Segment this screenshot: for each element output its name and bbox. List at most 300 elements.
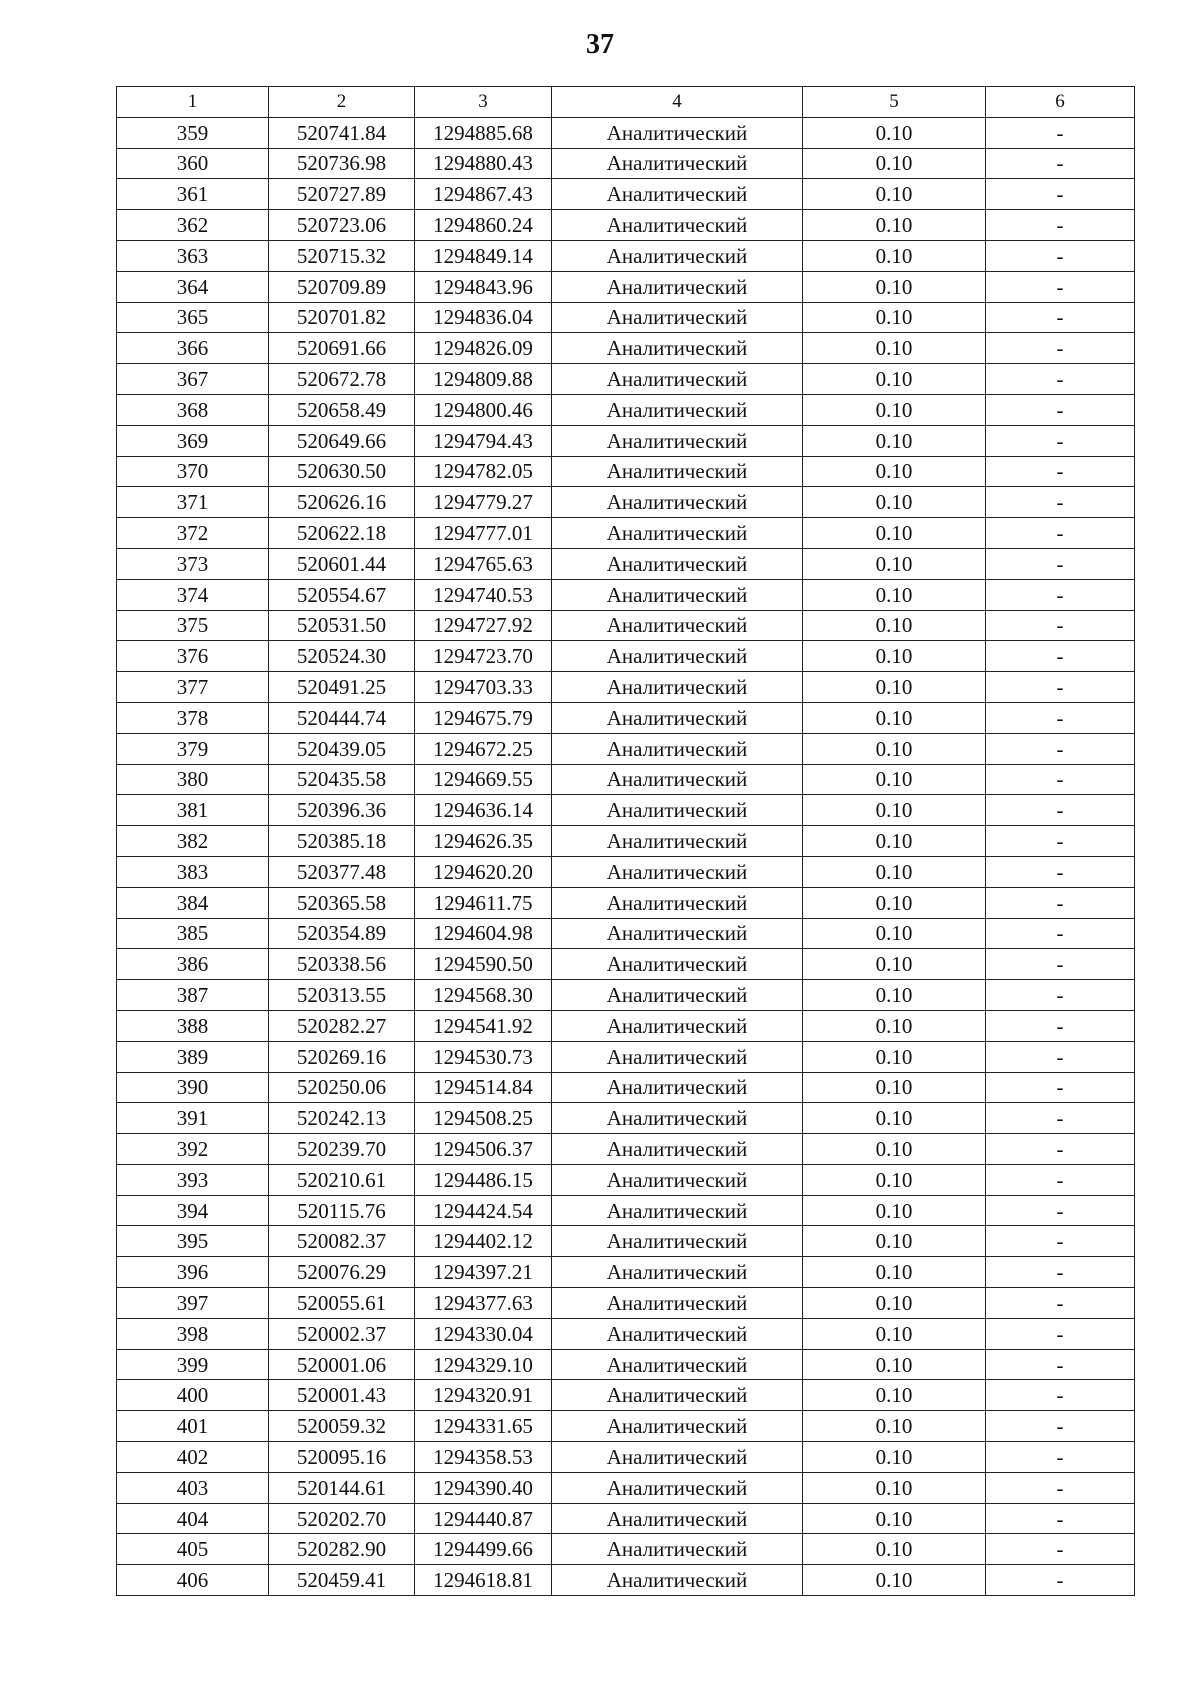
cell-y-coordinate: 1294672.25 [415, 733, 552, 764]
cell-point-number: 388 [117, 1010, 269, 1041]
cell-y-coordinate: 1294329.10 [415, 1349, 552, 1380]
table-row [117, 826, 1135, 857]
cell-method: Аналитический [552, 394, 803, 425]
cell-point-number: 367 [117, 364, 269, 395]
cell-accuracy: 0.10 [803, 641, 986, 672]
cell-x-coordinate: 520282.27 [269, 1010, 415, 1041]
cell-point-number: 366 [117, 333, 269, 364]
cell-y-coordinate: 1294331.65 [415, 1411, 552, 1442]
cell-method: Аналитический [552, 764, 803, 795]
cell-note: - [986, 394, 1135, 425]
cell-note: - [986, 887, 1135, 918]
cell-point-number: 387 [117, 980, 269, 1011]
table-row [117, 179, 1135, 210]
cell-note: - [986, 733, 1135, 764]
cell-method: Аналитический [552, 672, 803, 703]
cell-accuracy: 0.10 [803, 1318, 986, 1349]
table-row [117, 271, 1135, 302]
cell-note: - [986, 117, 1135, 148]
table-row [117, 1288, 1135, 1319]
cell-note: - [986, 240, 1135, 271]
table-row [117, 980, 1135, 1011]
cell-x-coordinate: 520001.06 [269, 1349, 415, 1380]
cell-note: - [986, 826, 1135, 857]
cell-point-number: 369 [117, 425, 269, 456]
cell-y-coordinate: 1294703.33 [415, 672, 552, 703]
table-row [117, 333, 1135, 364]
cell-note: - [986, 579, 1135, 610]
cell-point-number: 386 [117, 949, 269, 980]
cell-note: - [986, 610, 1135, 641]
cell-note: - [986, 1164, 1135, 1195]
cell-x-coordinate: 520059.32 [269, 1411, 415, 1442]
cell-y-coordinate: 1294675.79 [415, 702, 552, 733]
cell-accuracy: 0.10 [803, 702, 986, 733]
cell-note: - [986, 179, 1135, 210]
cell-x-coordinate: 520727.89 [269, 179, 415, 210]
header-row [117, 87, 1135, 118]
cell-accuracy: 0.10 [803, 1010, 986, 1041]
cell-note: - [986, 1134, 1135, 1165]
cell-note: - [986, 1472, 1135, 1503]
cell-x-coordinate: 520095.16 [269, 1442, 415, 1473]
cell-y-coordinate: 1294777.01 [415, 518, 552, 549]
cell-x-coordinate: 520491.25 [269, 672, 415, 703]
cell-method: Аналитический [552, 1380, 803, 1411]
cell-note: - [986, 1010, 1135, 1041]
cell-note: - [986, 1195, 1135, 1226]
cell-x-coordinate: 520282.90 [269, 1534, 415, 1565]
cell-x-coordinate: 520701.82 [269, 302, 415, 333]
cell-note: - [986, 302, 1135, 333]
cell-x-coordinate: 520649.66 [269, 425, 415, 456]
cell-method: Аналитический [552, 887, 803, 918]
cell-x-coordinate: 520630.50 [269, 456, 415, 487]
cell-x-coordinate: 520338.56 [269, 949, 415, 980]
table-row [117, 394, 1135, 425]
cell-note: - [986, 1288, 1135, 1319]
cell-y-coordinate: 1294809.88 [415, 364, 552, 395]
cell-x-coordinate: 520524.30 [269, 641, 415, 672]
cell-point-number: 400 [117, 1380, 269, 1411]
cell-note: - [986, 702, 1135, 733]
cell-method: Аналитический [552, 579, 803, 610]
cell-accuracy: 0.10 [803, 918, 986, 949]
cell-point-number: 374 [117, 579, 269, 610]
cell-method: Аналитический [552, 1226, 803, 1257]
table-row [117, 856, 1135, 887]
cell-y-coordinate: 1294508.25 [415, 1103, 552, 1134]
cell-y-coordinate: 1294782.05 [415, 456, 552, 487]
cell-accuracy: 0.10 [803, 394, 986, 425]
table-row [117, 302, 1135, 333]
cell-note: - [986, 672, 1135, 703]
cell-x-coordinate: 520365.58 [269, 887, 415, 918]
cell-accuracy: 0.10 [803, 1503, 986, 1534]
cell-method: Аналитический [552, 1164, 803, 1195]
cell-note: - [986, 1072, 1135, 1103]
cell-method: Аналитический [552, 425, 803, 456]
cell-y-coordinate: 1294486.15 [415, 1164, 552, 1195]
cell-note: - [986, 980, 1135, 1011]
table-row [117, 1472, 1135, 1503]
cell-note: - [986, 1226, 1135, 1257]
cell-y-coordinate: 1294860.24 [415, 210, 552, 241]
cell-x-coordinate: 520622.18 [269, 518, 415, 549]
cell-point-number: 370 [117, 456, 269, 487]
cell-method: Аналитический [552, 1041, 803, 1072]
table-row [117, 364, 1135, 395]
table-header [117, 87, 1135, 118]
cell-method: Аналитический [552, 487, 803, 518]
cell-x-coordinate: 520202.70 [269, 1503, 415, 1534]
cell-x-coordinate: 520242.13 [269, 1103, 415, 1134]
cell-y-coordinate: 1294880.43 [415, 148, 552, 179]
cell-point-number: 362 [117, 210, 269, 241]
table-row [117, 949, 1135, 980]
cell-method: Аналитический [552, 980, 803, 1011]
header-col-6: 6 [986, 87, 1135, 118]
coordinates-table [116, 86, 1135, 1596]
cell-point-number: 376 [117, 641, 269, 672]
cell-x-coordinate: 520709.89 [269, 271, 415, 302]
cell-method: Аналитический [552, 1534, 803, 1565]
cell-method: Аналитический [552, 795, 803, 826]
table-row [117, 733, 1135, 764]
cell-x-coordinate: 520439.05 [269, 733, 415, 764]
table-row [117, 1226, 1135, 1257]
table-row [117, 918, 1135, 949]
cell-x-coordinate: 520626.16 [269, 487, 415, 518]
cell-accuracy: 0.10 [803, 887, 986, 918]
cell-point-number: 378 [117, 702, 269, 733]
cell-y-coordinate: 1294885.68 [415, 117, 552, 148]
cell-method: Аналитический [552, 826, 803, 857]
cell-note: - [986, 764, 1135, 795]
cell-accuracy: 0.10 [803, 518, 986, 549]
cell-x-coordinate: 520055.61 [269, 1288, 415, 1319]
cell-accuracy: 0.10 [803, 579, 986, 610]
cell-y-coordinate: 1294358.53 [415, 1442, 552, 1473]
cell-x-coordinate: 520385.18 [269, 826, 415, 857]
cell-method: Аналитический [552, 1010, 803, 1041]
cell-note: - [986, 1318, 1135, 1349]
cell-x-coordinate: 520459.41 [269, 1565, 415, 1596]
cell-note: - [986, 641, 1135, 672]
cell-accuracy: 0.10 [803, 1103, 986, 1134]
table-row [117, 887, 1135, 918]
cell-point-number: 392 [117, 1134, 269, 1165]
cell-method: Аналитический [552, 918, 803, 949]
cell-y-coordinate: 1294794.43 [415, 425, 552, 456]
cell-point-number: 380 [117, 764, 269, 795]
cell-accuracy: 0.10 [803, 1134, 986, 1165]
cell-x-coordinate: 520001.43 [269, 1380, 415, 1411]
cell-y-coordinate: 1294330.04 [415, 1318, 552, 1349]
cell-method: Аналитический [552, 1565, 803, 1596]
cell-y-coordinate: 1294402.12 [415, 1226, 552, 1257]
table-row [117, 148, 1135, 179]
cell-point-number: 377 [117, 672, 269, 703]
cell-x-coordinate: 520082.37 [269, 1226, 415, 1257]
cell-accuracy: 0.10 [803, 456, 986, 487]
cell-note: - [986, 1503, 1135, 1534]
cell-x-coordinate: 520741.84 [269, 117, 415, 148]
cell-point-number: 359 [117, 117, 269, 148]
cell-note: - [986, 795, 1135, 826]
page-number: 37 [586, 29, 614, 60]
table-row [117, 518, 1135, 549]
cell-accuracy: 0.10 [803, 826, 986, 857]
cell-point-number: 403 [117, 1472, 269, 1503]
cell-x-coordinate: 520672.78 [269, 364, 415, 395]
cell-method: Аналитический [552, 302, 803, 333]
cell-x-coordinate: 520250.06 [269, 1072, 415, 1103]
cell-accuracy: 0.10 [803, 1534, 986, 1565]
cell-accuracy: 0.10 [803, 271, 986, 302]
cell-accuracy: 0.10 [803, 1411, 986, 1442]
cell-method: Аналитический [552, 1072, 803, 1103]
table-row [117, 1565, 1135, 1596]
cell-y-coordinate: 1294377.63 [415, 1288, 552, 1319]
cell-accuracy: 0.10 [803, 1380, 986, 1411]
cell-note: - [986, 333, 1135, 364]
cell-y-coordinate: 1294779.27 [415, 487, 552, 518]
cell-y-coordinate: 1294849.14 [415, 240, 552, 271]
cell-note: - [986, 856, 1135, 887]
cell-accuracy: 0.10 [803, 302, 986, 333]
cell-y-coordinate: 1294669.55 [415, 764, 552, 795]
cell-method: Аналитический [552, 240, 803, 271]
table-row [117, 1072, 1135, 1103]
table-row [117, 1103, 1135, 1134]
table-row [117, 795, 1135, 826]
cell-accuracy: 0.10 [803, 980, 986, 1011]
cell-method: Аналитический [552, 1288, 803, 1319]
cell-x-coordinate: 520691.66 [269, 333, 415, 364]
cell-accuracy: 0.10 [803, 487, 986, 518]
cell-x-coordinate: 520444.74 [269, 702, 415, 733]
cell-method: Аналитический [552, 117, 803, 148]
cell-point-number: 361 [117, 179, 269, 210]
cell-point-number: 382 [117, 826, 269, 857]
table-row [117, 672, 1135, 703]
cell-point-number: 405 [117, 1534, 269, 1565]
cell-method: Аналитический [552, 733, 803, 764]
cell-point-number: 373 [117, 548, 269, 579]
cell-note: - [986, 918, 1135, 949]
table-row [117, 702, 1135, 733]
cell-note: - [986, 1411, 1135, 1442]
cell-x-coordinate: 520002.37 [269, 1318, 415, 1349]
cell-point-number: 396 [117, 1257, 269, 1288]
cell-point-number: 399 [117, 1349, 269, 1380]
table-row [117, 456, 1135, 487]
cell-y-coordinate: 1294604.98 [415, 918, 552, 949]
cell-method: Аналитический [552, 271, 803, 302]
cell-note: - [986, 1041, 1135, 1072]
cell-note: - [986, 1257, 1135, 1288]
cell-point-number: 398 [117, 1318, 269, 1349]
cell-accuracy: 0.10 [803, 1041, 986, 1072]
cell-y-coordinate: 1294611.75 [415, 887, 552, 918]
cell-accuracy: 0.10 [803, 733, 986, 764]
cell-accuracy: 0.10 [803, 1257, 986, 1288]
header-col-1: 1 [117, 87, 269, 118]
cell-x-coordinate: 520115.76 [269, 1195, 415, 1226]
cell-method: Аналитический [552, 364, 803, 395]
cell-point-number: 381 [117, 795, 269, 826]
cell-method: Аналитический [552, 949, 803, 980]
cell-note: - [986, 487, 1135, 518]
table-row [117, 1349, 1135, 1380]
table-row [117, 1534, 1135, 1565]
cell-note: - [986, 548, 1135, 579]
cell-note: - [986, 364, 1135, 395]
cell-point-number: 397 [117, 1288, 269, 1319]
cell-accuracy: 0.10 [803, 856, 986, 887]
cell-note: - [986, 271, 1135, 302]
table-row [117, 579, 1135, 610]
cell-note: - [986, 1103, 1135, 1134]
cell-note: - [986, 1565, 1135, 1596]
cell-y-coordinate: 1294530.73 [415, 1041, 552, 1072]
cell-method: Аналитический [552, 610, 803, 641]
header-col-3: 3 [415, 87, 552, 118]
cell-method: Аналитический [552, 1103, 803, 1134]
cell-accuracy: 0.10 [803, 240, 986, 271]
cell-x-coordinate: 520354.89 [269, 918, 415, 949]
cell-accuracy: 0.10 [803, 949, 986, 980]
table-row [117, 1503, 1135, 1534]
cell-note: - [986, 1349, 1135, 1380]
cell-x-coordinate: 520144.61 [269, 1472, 415, 1503]
cell-accuracy: 0.10 [803, 795, 986, 826]
cell-y-coordinate: 1294397.21 [415, 1257, 552, 1288]
table-row [117, 1318, 1135, 1349]
cell-accuracy: 0.10 [803, 610, 986, 641]
cell-point-number: 394 [117, 1195, 269, 1226]
cell-point-number: 372 [117, 518, 269, 549]
cell-note: - [986, 210, 1135, 241]
cell-method: Аналитический [552, 179, 803, 210]
cell-y-coordinate: 1294390.40 [415, 1472, 552, 1503]
cell-y-coordinate: 1294499.66 [415, 1534, 552, 1565]
cell-method: Аналитический [552, 456, 803, 487]
cell-method: Аналитический [552, 1472, 803, 1503]
cell-x-coordinate: 520601.44 [269, 548, 415, 579]
cell-method: Аналитический [552, 518, 803, 549]
cell-y-coordinate: 1294590.50 [415, 949, 552, 980]
cell-y-coordinate: 1294727.92 [415, 610, 552, 641]
cell-point-number: 383 [117, 856, 269, 887]
cell-y-coordinate: 1294740.53 [415, 579, 552, 610]
cell-y-coordinate: 1294843.96 [415, 271, 552, 302]
cell-accuracy: 0.10 [803, 1164, 986, 1195]
cell-point-number: 360 [117, 148, 269, 179]
cell-note: - [986, 1380, 1135, 1411]
cell-method: Аналитический [552, 1134, 803, 1165]
cell-accuracy: 0.10 [803, 1226, 986, 1257]
cell-note: - [986, 425, 1135, 456]
cell-point-number: 379 [117, 733, 269, 764]
cell-x-coordinate: 520723.06 [269, 210, 415, 241]
cell-method: Аналитический [552, 1195, 803, 1226]
table-row [117, 487, 1135, 518]
cell-method: Аналитический [552, 1349, 803, 1380]
cell-point-number: 390 [117, 1072, 269, 1103]
cell-x-coordinate: 520396.36 [269, 795, 415, 826]
cell-accuracy: 0.10 [803, 672, 986, 703]
cell-point-number: 395 [117, 1226, 269, 1257]
cell-y-coordinate: 1294836.04 [415, 302, 552, 333]
cell-accuracy: 0.10 [803, 1442, 986, 1473]
table-row [117, 117, 1135, 148]
cell-note: - [986, 148, 1135, 179]
table-row [117, 641, 1135, 672]
cell-x-coordinate: 520736.98 [269, 148, 415, 179]
cell-accuracy: 0.10 [803, 1472, 986, 1503]
cell-y-coordinate: 1294514.84 [415, 1072, 552, 1103]
cell-method: Аналитический [552, 548, 803, 579]
cell-y-coordinate: 1294440.87 [415, 1503, 552, 1534]
cell-method: Аналитический [552, 210, 803, 241]
cell-accuracy: 0.10 [803, 210, 986, 241]
cell-method: Аналитический [552, 641, 803, 672]
cell-y-coordinate: 1294424.54 [415, 1195, 552, 1226]
cell-note: - [986, 949, 1135, 980]
table-row [117, 1195, 1135, 1226]
cell-y-coordinate: 1294800.46 [415, 394, 552, 425]
cell-accuracy: 0.10 [803, 764, 986, 795]
cell-method: Аналитический [552, 856, 803, 887]
cell-x-coordinate: 520210.61 [269, 1164, 415, 1195]
cell-accuracy: 0.10 [803, 1565, 986, 1596]
cell-accuracy: 0.10 [803, 148, 986, 179]
cell-point-number: 402 [117, 1442, 269, 1473]
table-row [117, 1411, 1135, 1442]
cell-method: Аналитический [552, 1442, 803, 1473]
table-row [117, 210, 1135, 241]
cell-accuracy: 0.10 [803, 548, 986, 579]
cell-y-coordinate: 1294723.70 [415, 641, 552, 672]
cell-method: Аналитический [552, 148, 803, 179]
cell-y-coordinate: 1294568.30 [415, 980, 552, 1011]
cell-point-number: 391 [117, 1103, 269, 1134]
cell-method: Аналитический [552, 1411, 803, 1442]
cell-accuracy: 0.10 [803, 364, 986, 395]
cell-accuracy: 0.10 [803, 1288, 986, 1319]
header-col-4: 4 [552, 87, 803, 118]
table-row [117, 240, 1135, 271]
table-row [117, 1164, 1135, 1195]
cell-y-coordinate: 1294626.35 [415, 826, 552, 857]
table-row [117, 1134, 1135, 1165]
cell-point-number: 364 [117, 271, 269, 302]
cell-x-coordinate: 520715.32 [269, 240, 415, 271]
table-row [117, 1257, 1135, 1288]
table-row [117, 1041, 1135, 1072]
cell-y-coordinate: 1294765.63 [415, 548, 552, 579]
cell-point-number: 365 [117, 302, 269, 333]
cell-y-coordinate: 1294867.43 [415, 179, 552, 210]
cell-x-coordinate: 520076.29 [269, 1257, 415, 1288]
cell-point-number: 389 [117, 1041, 269, 1072]
cell-accuracy: 0.10 [803, 1195, 986, 1226]
header-col-2: 2 [269, 87, 415, 118]
cell-method: Аналитический [552, 702, 803, 733]
table-row [117, 425, 1135, 456]
